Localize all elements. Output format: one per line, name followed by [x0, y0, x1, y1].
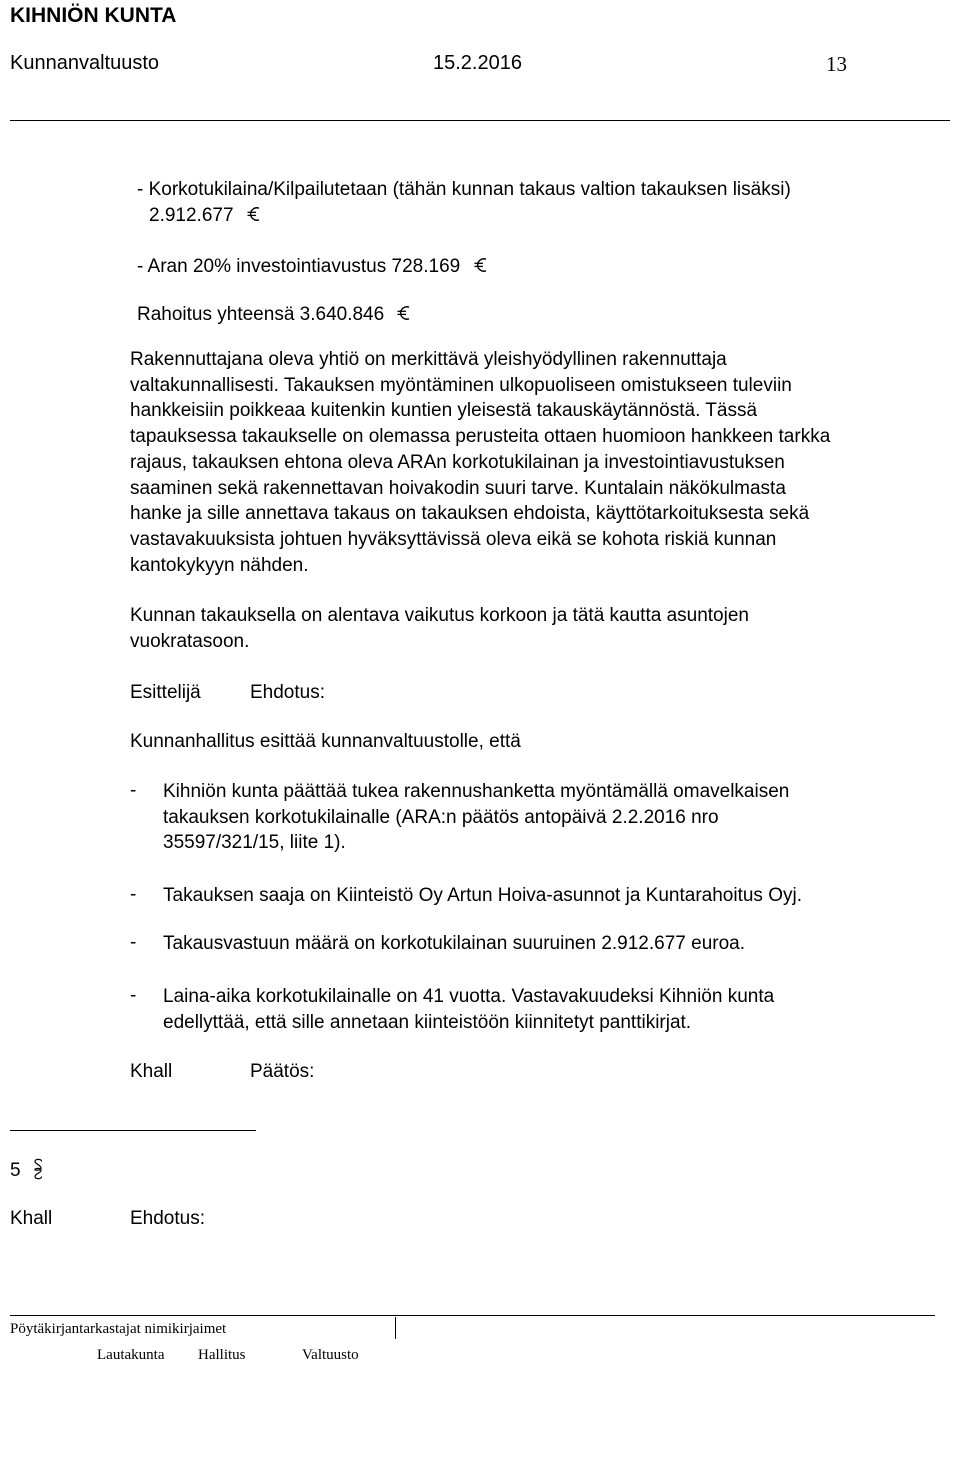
assessment-line: kantokykyyn nähden. [130, 554, 309, 576]
section-rule [10, 1130, 256, 1131]
funding-item-grant-text: - Aran 20% investointiavustus 728.169 [137, 256, 461, 277]
footer-signature-box [395, 1317, 936, 1339]
footer-column: Valtuusto [302, 1347, 359, 1363]
item-line: takauksen korkotukilainalle (ARA:n päätös antopäivä 2.2.2016 nro [163, 806, 719, 828]
item-text [163, 931, 960, 957]
next-section-body: Khall [10, 1208, 53, 1229]
page-number: 13 [826, 52, 847, 76]
item-line: Takausvastuun määrä on korkotukilainan suuruinen 2.912.677 euroa. [163, 933, 745, 954]
header-rule [10, 120, 950, 121]
assessment-line: saaminen sekä rakennettavan hoivakodin suuri tarve. Kuntalain näkökulmasta [130, 477, 786, 499]
funding-total [137, 302, 411, 328]
funding-item-loan-text: - Korkotukilaina/Kilpailutetaan (tähän kunnan takaus valtion takauksen lisäksi) [137, 179, 791, 200]
item-dash: - [130, 884, 137, 905]
decision-label: Päätös: [250, 1061, 315, 1082]
item-dash: - [130, 780, 137, 801]
footer-rule [10, 1315, 935, 1316]
item-dash: - [130, 985, 137, 1006]
funding-item-loan [137, 177, 791, 203]
assessment-line: valtakunnallisesti. Takauksen myöntäminen ulkopuoliseen omistukseen tuleviin [130, 374, 792, 396]
funding-item-grant [137, 254, 488, 280]
proposal-label: Ehdotus: [250, 682, 325, 703]
funding-total-text: Rahoitus yhteensä 3.640.846 [137, 304, 385, 325]
proposal-intro: Kunnanhallitus esittää kunnanvaltuustolle, että [130, 731, 521, 752]
euro-icon [247, 205, 261, 223]
presenter-label: Esittelijä [130, 682, 201, 703]
meeting-date: 15.2.2016 [433, 52, 522, 74]
item-line: edellyttää, että sille annetaan kiinteistöön kiinnitetyt panttikirjat. [163, 1011, 692, 1033]
next-section-label: Ehdotus: [130, 1208, 205, 1229]
section-number-text: 5 [10, 1160, 21, 1181]
section-number [10, 1158, 44, 1182]
funding-loan-amount-text: 2.912.677 [149, 205, 234, 226]
item-line: Kihniön kunta päättää tukea rakennushanketta myöntämällä omavelkaisen [163, 781, 790, 802]
item-line: Laina-aika korkotukilainalle on 41 vuotta. Vastavakuudeksi Kihniön kunta [163, 986, 775, 1007]
euro-icon [397, 304, 411, 322]
assessment-line: Rakennuttajana oleva yhtiö on merkittävä yleishyödyllinen rakennuttaja [130, 349, 727, 370]
item-text [163, 984, 960, 1035]
assessment-line: tapauksessa takaukselle on olemassa perusteita ottaen huomioon hankkeen tarkka [130, 426, 831, 448]
item-dash: - [130, 932, 137, 953]
assessment-line: hanke ja sille annettava takaus on takauksen ehdoista, käyttötarkoituksesta sekä [130, 503, 810, 525]
item-line: 35597/321/15, liite 1). [163, 832, 346, 854]
meeting-body: Kunnanvaltuusto [10, 52, 160, 74]
org-name: KIHNIÖN KUNTA [10, 4, 177, 27]
assessment-line: vastavakuuksista johtuen hyväksyttävissä oleva eikä se kohota riskiä kunnan [130, 528, 777, 550]
section-sign-icon [32, 1158, 44, 1180]
assessment-line: hankkeisiin poikkeaa kuitenkin kuntien yleisestä takauskäytännöstä. Tässä [130, 400, 758, 422]
effect-line: Kunnan takauksella on alentava vaikutus korkoon ja tätä kautta asuntojen [130, 605, 749, 626]
footer-column: Hallitus [198, 1347, 246, 1363]
footer-column: Lautakunta [97, 1347, 165, 1363]
footer-title: Pöytäkirjantarkastajat nimikirjaimet [10, 1321, 227, 1337]
assessment-paragraph [130, 347, 930, 578]
effect-line: vuokratasoon. [130, 630, 250, 652]
assessment-line: rajaus, takauksen ehtona oleva ARAn korkotukilainan ja investointiavustuksen [130, 451, 785, 473]
effect-paragraph [130, 603, 930, 654]
item-line: Takauksen saaja on Kiinteistö Oy Artun Hoiva-asunnot ja Kuntarahoitus Oyj. [163, 885, 802, 906]
euro-icon [474, 256, 488, 274]
item-text [163, 779, 960, 856]
funding-item-loan-amount [149, 203, 261, 229]
decision-body: Khall [130, 1061, 173, 1082]
item-text [163, 883, 960, 909]
